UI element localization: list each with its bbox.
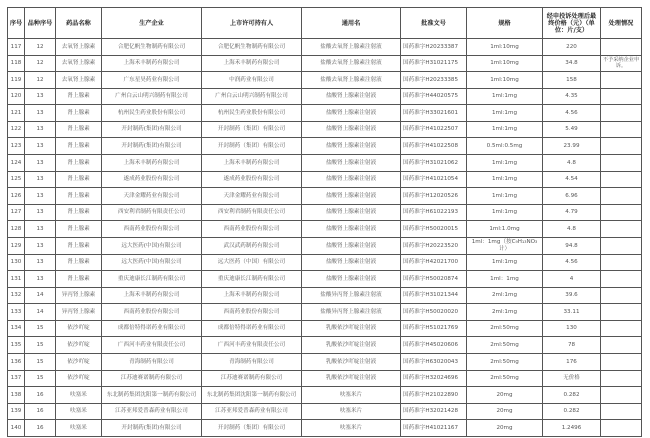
cell-final-price: 4.8: [543, 155, 601, 172]
cell-approval-no: 国药准字H41021054: [401, 171, 467, 188]
cell-handling-status: [601, 221, 642, 238]
table-row: [8, 121, 642, 138]
cell-approval-no: 国药准字H41021167: [401, 420, 467, 437]
cell-handling-status: [601, 188, 642, 205]
table-row: [8, 287, 642, 304]
cell-generic-name: 盐酸异丙肾上腺素注射液: [302, 287, 401, 304]
cell-drug-name: 去氧肾上腺素: [56, 55, 102, 72]
cell-final-price: 0.282: [543, 403, 601, 420]
cell-seq-no: 125: [8, 171, 25, 188]
cell-final-price: 4.35: [543, 88, 601, 105]
cell-generic-name: 盐酸肾上腺素注射液: [302, 138, 401, 155]
cell-variety-no: 12: [25, 55, 56, 72]
cell-drug-name: 肾上腺素: [56, 105, 102, 122]
cell-seq-no: 130: [8, 254, 25, 271]
cell-drug-name: 肾上腺素: [56, 188, 102, 205]
cell-handling-status: [601, 171, 642, 188]
table-row: [8, 39, 642, 56]
table-row: [8, 171, 642, 188]
cell-generic-name: 盐酸肾上腺素注射液: [302, 88, 401, 105]
cell-specification: 1ml:1mg: [467, 155, 543, 172]
cell-approval-no: 国药准字H63020043: [401, 353, 467, 370]
cell-generic-name: 呋塞米片: [302, 403, 401, 420]
cell-handling-status: [601, 254, 642, 271]
cell-seq-no: 133: [8, 304, 25, 321]
cell-specification: 1ml:10mg: [467, 72, 543, 89]
table-row: [8, 304, 642, 321]
cell-approval-no: 国药准字H32021428: [401, 403, 467, 420]
cell-final-price: 4.8: [543, 221, 601, 238]
cell-final-price: 4.54: [543, 171, 601, 188]
cell-license-holder: 杭州民生药业股份有限公司: [202, 105, 302, 122]
cell-license-holder: 开封制药（集团）有限公司: [202, 138, 302, 155]
cell-drug-name: 肾上腺素: [56, 237, 102, 254]
cell-variety-no: 13: [25, 221, 56, 238]
cell-license-holder: 广西河丰药业有限责任公司: [202, 337, 302, 354]
cell-drug-name: 呋塞米: [56, 420, 102, 437]
cell-handling-status: [601, 105, 642, 122]
cell-generic-name: 盐酸去氧肾上腺素注射液: [302, 55, 401, 72]
cell-handling-status: [601, 121, 642, 138]
header-seq-no: 序号: [8, 8, 25, 39]
header-manufacturer: 生产企业: [102, 8, 202, 39]
cell-final-price: 130: [543, 320, 601, 337]
cell-handling-status: [601, 337, 642, 354]
cell-specification: 0.5ml:0.5mg: [467, 138, 543, 155]
cell-specification: 1ml:1mg: [467, 105, 543, 122]
table-row: [8, 88, 642, 105]
cell-generic-name: 盐酸肾上腺素注射液: [302, 221, 401, 238]
cell-approval-no: 国药准字H20233387: [401, 39, 467, 56]
cell-approval-no: 国药准字H41022507: [401, 121, 467, 138]
cell-final-price: 无价格: [543, 370, 601, 387]
cell-seq-no: 135: [8, 337, 25, 354]
cell-generic-name: 盐酸肾上腺素注射液: [302, 105, 401, 122]
cell-license-holder: 西安利君制药有限责任公司: [202, 204, 302, 221]
cell-drug-name: 依沙吖啶: [56, 337, 102, 354]
cell-variety-no: 13: [25, 121, 56, 138]
cell-specification: 2ml:50mg: [467, 320, 543, 337]
cell-manufacturer: 合肥亿帆生物制药有限公司: [102, 39, 202, 56]
cell-license-holder: 遂成药业股份有限公司: [202, 171, 302, 188]
table-row: [8, 370, 642, 387]
header-handling-status: 处理情况: [601, 8, 642, 39]
cell-specification: 20mg: [467, 387, 543, 404]
table-row: [8, 271, 642, 288]
cell-drug-name: 异丙肾上腺素: [56, 304, 102, 321]
cell-final-price: 5.49: [543, 121, 601, 138]
cell-final-price: 23.99: [543, 138, 601, 155]
cell-final-price: 6.96: [543, 188, 601, 205]
cell-approval-no: 国药准字H45020606: [401, 337, 467, 354]
cell-license-holder: 天津金耀药业有限公司: [202, 188, 302, 205]
cell-license-holder: 上海禾丰制药有限公司: [202, 287, 302, 304]
cell-final-price: 4.56: [543, 254, 601, 271]
header-approval-no: 批准文号: [401, 8, 467, 39]
cell-generic-name: 盐酸肾上腺素注射液: [302, 237, 401, 254]
cell-drug-name: 依沙吖啶: [56, 320, 102, 337]
cell-handling-status: [601, 287, 642, 304]
table-row: [8, 420, 642, 437]
cell-generic-name: 乳酸依沙吖啶注射液: [302, 320, 401, 337]
cell-handling-status: [601, 155, 642, 172]
table-row: [8, 353, 642, 370]
cell-variety-no: 13: [25, 171, 56, 188]
cell-manufacturer: 西安利君制药有限责任公司: [102, 204, 202, 221]
cell-drug-name: 呋塞米: [56, 387, 102, 404]
cell-generic-name: 盐酸肾上腺素注射液: [302, 155, 401, 172]
table-row: [8, 387, 642, 404]
cell-license-holder: 远大医药（中国）有限公司: [202, 254, 302, 271]
cell-approval-no: 国药准字H12020526: [401, 188, 467, 205]
cell-specification: 1ml:1mg: [467, 121, 543, 138]
cell-seq-no: 136: [8, 353, 25, 370]
cell-generic-name: 盐酸去氧肾上腺素注射液: [302, 72, 401, 89]
cell-drug-name: 去氧肾上腺素: [56, 72, 102, 89]
cell-generic-name: 盐酸去氧肾上腺素注射液: [302, 39, 401, 56]
cell-manufacturer: 上海禾丰制药有限公司: [102, 155, 202, 172]
cell-seq-no: 134: [8, 320, 25, 337]
cell-variety-no: 13: [25, 138, 56, 155]
cell-handling-status: [601, 370, 642, 387]
cell-variety-no: 15: [25, 353, 56, 370]
cell-manufacturer: 重庆迪康长江制药有限公司: [102, 271, 202, 288]
cell-manufacturer: 成都倍特得诺药业有限公司: [102, 320, 202, 337]
cell-license-holder: 开封制药（集团）有限公司: [202, 420, 302, 437]
cell-seq-no: 122: [8, 121, 25, 138]
cell-manufacturer: 远大医药(中国)有限公司: [102, 237, 202, 254]
cell-handling-status: [601, 387, 642, 404]
cell-license-holder: 广州白云山明兴制药有限公司: [202, 88, 302, 105]
cell-final-price: 33.11: [543, 304, 601, 321]
header-specification: 规格: [467, 8, 543, 39]
table-row: [8, 254, 642, 271]
cell-generic-name: 盐酸异丙肾上腺素注射液: [302, 304, 401, 321]
cell-drug-name: 依沙吖啶: [56, 370, 102, 387]
cell-manufacturer: 上海禾丰制药有限公司: [102, 287, 202, 304]
cell-specification: 1ml:1mg: [467, 88, 543, 105]
cell-manufacturer: 广东星昊药业有限公司: [102, 72, 202, 89]
cell-final-price: 176: [543, 353, 601, 370]
cell-license-holder: 江苏迪赛诺制药有限公司: [202, 370, 302, 387]
cell-final-price: 39.6: [543, 287, 601, 304]
cell-specification: 2ml:1mg: [467, 304, 543, 321]
cell-variety-no: 14: [25, 304, 56, 321]
header-license-holder: 上市许可持有人: [202, 8, 302, 39]
cell-manufacturer: 天津金耀药业有限公司: [102, 188, 202, 205]
cell-license-holder: 中润药业有限公司: [202, 72, 302, 89]
cell-license-holder: 成都倍特得诺药业有限公司: [202, 320, 302, 337]
cell-manufacturer: 远大医药(中国)有限公司: [102, 254, 202, 271]
cell-approval-no: 国药准字H51021769: [401, 320, 467, 337]
cell-license-holder: 开封制药（集团）有限公司: [202, 121, 302, 138]
cell-final-price: 0.282: [543, 387, 601, 404]
cell-approval-no: 国药准字H20233385: [401, 72, 467, 89]
cell-variety-no: 15: [25, 337, 56, 354]
cell-drug-name: 依沙吖啶: [56, 353, 102, 370]
cell-variety-no: 13: [25, 105, 56, 122]
cell-specification: 1ml:10mg: [467, 55, 543, 72]
cell-approval-no: 国药准字H31021062: [401, 155, 467, 172]
cell-manufacturer: 江苏迪赛诺制药有限公司: [102, 370, 202, 387]
cell-license-holder: 上海禾丰制药有限公司: [202, 155, 302, 172]
cell-drug-name: 肾上腺素: [56, 271, 102, 288]
cell-handling-status: [601, 304, 642, 321]
cell-license-holder: 重庆迪康长江制药有限公司: [202, 271, 302, 288]
table-row: [8, 320, 642, 337]
cell-license-holder: 西南药业股份有限公司: [202, 221, 302, 238]
cell-specification: 1ml:10mg: [467, 39, 543, 56]
cell-variety-no: 15: [25, 370, 56, 387]
cell-variety-no: 13: [25, 155, 56, 172]
cell-seq-no: 119: [8, 72, 25, 89]
cell-drug-name: 异丙肾上腺素: [56, 287, 102, 304]
cell-variety-no: 16: [25, 403, 56, 420]
cell-specification: 20mg: [467, 420, 543, 437]
table-row: [8, 188, 642, 205]
cell-final-price: 4: [543, 271, 601, 288]
cell-license-holder: 武汉武药制药有限公司: [202, 237, 302, 254]
cell-drug-name: 肾上腺素: [56, 221, 102, 238]
cell-generic-name: 盐酸肾上腺素注射液: [302, 204, 401, 221]
cell-specification: 1ml:1.0mg: [467, 221, 543, 238]
cell-approval-no: 国药准字H44020575: [401, 88, 467, 105]
cell-drug-name: 肾上腺素: [56, 254, 102, 271]
cell-approval-no: 国药准字H20223520: [401, 237, 467, 254]
cell-generic-name: 呋塞米片: [302, 420, 401, 437]
cell-drug-name: 肾上腺素: [56, 121, 102, 138]
cell-manufacturer: 开封制药(集团)有限公司: [102, 121, 202, 138]
cell-seq-no: 118: [8, 55, 25, 72]
cell-final-price: 1.2496: [543, 420, 601, 437]
cell-seq-no: 138: [8, 387, 25, 404]
cell-variety-no: 16: [25, 387, 56, 404]
cell-seq-no: 129: [8, 237, 25, 254]
cell-license-holder: 东北制药集团沈阳第一制药有限公司: [202, 387, 302, 404]
cell-variety-no: 12: [25, 39, 56, 56]
cell-specification: 1ml：1mg（按C₉H₁₃NO₃计）: [467, 237, 543, 254]
cell-approval-no: 国药准字H42021700: [401, 254, 467, 271]
header-drug-name: 药品名称: [56, 8, 102, 39]
cell-manufacturer: 开封制药(集团)有限公司: [102, 138, 202, 155]
cell-handling-status: [601, 320, 642, 337]
cell-handling-status: [601, 420, 642, 437]
cell-handling-status: [601, 204, 642, 221]
cell-approval-no: 国药准字H61022193: [401, 204, 467, 221]
cell-variety-no: 13: [25, 88, 56, 105]
cell-seq-no: 121: [8, 105, 25, 122]
cell-seq-no: 132: [8, 287, 25, 304]
cell-drug-name: 肾上腺素: [56, 88, 102, 105]
cell-final-price: 158: [543, 72, 601, 89]
cell-approval-no: 国药准字H31021175: [401, 55, 467, 72]
cell-drug-name: 呋塞米: [56, 403, 102, 420]
cell-approval-no: 国药准字H21022890: [401, 387, 467, 404]
cell-final-price: 4.56: [543, 105, 601, 122]
table-row: [8, 204, 642, 221]
cell-drug-name: 肾上腺素: [56, 204, 102, 221]
cell-license-holder: 西南药业股份有限公司: [202, 304, 302, 321]
cell-handling-status: 不予采纳企业申诉。: [601, 55, 642, 72]
cell-approval-no: 国药准字H32024696: [401, 370, 467, 387]
cell-specification: 20mg: [467, 403, 543, 420]
price-complaint-table: [7, 7, 642, 437]
cell-seq-no: 117: [8, 39, 25, 56]
cell-handling-status: [601, 72, 642, 89]
cell-final-price: 94.8: [543, 237, 601, 254]
cell-variety-no: 13: [25, 237, 56, 254]
table-row: [8, 72, 642, 89]
cell-seq-no: 131: [8, 271, 25, 288]
cell-manufacturer: 东北制药集团沈阳第一制药有限公司: [102, 387, 202, 404]
cell-generic-name: 盐酸肾上腺素注射液: [302, 188, 401, 205]
cell-drug-name: 肾上腺素: [56, 138, 102, 155]
table-row: [8, 138, 642, 155]
cell-handling-status: [601, 403, 642, 420]
table-row: [8, 403, 642, 420]
cell-approval-no: 国药准字H41022508: [401, 138, 467, 155]
cell-seq-no: 139: [8, 403, 25, 420]
cell-variety-no: 14: [25, 287, 56, 304]
cell-approval-no: 国药准字H31021344: [401, 287, 467, 304]
cell-generic-name: 乳酸依沙吖啶注射液: [302, 353, 401, 370]
cell-manufacturer: 西南药业股份有限公司: [102, 221, 202, 238]
cell-specification: 2ml:50mg: [467, 370, 543, 387]
header-generic-name: 通用名: [302, 8, 401, 39]
cell-seq-no: 126: [8, 188, 25, 205]
cell-license-holder: 合肥亿帆生物制药有限公司: [202, 39, 302, 56]
table-row: [8, 155, 642, 172]
cell-generic-name: 乳酸依沙吖啶注射液: [302, 370, 401, 387]
cell-approval-no: 国药准字H50020874: [401, 271, 467, 288]
cell-seq-no: 127: [8, 204, 25, 221]
table-row: [8, 55, 642, 72]
cell-drug-name: 去氧肾上腺素: [56, 39, 102, 56]
cell-specification: 1ml：1mg: [467, 271, 543, 288]
cell-variety-no: 13: [25, 188, 56, 205]
cell-specification: 1ml:1mg: [467, 188, 543, 205]
cell-variety-no: 15: [25, 320, 56, 337]
cell-approval-no: 国药准字H50020020: [401, 304, 467, 321]
cell-manufacturer: 江苏亚邦爱普森药业有限公司: [102, 403, 202, 420]
cell-manufacturer: 广西河丰药业有限责任公司: [102, 337, 202, 354]
header-final-price: 经申投诉处理后最终价格（元）（单位：片/支）: [543, 8, 601, 39]
cell-license-holder: 青海制药有限公司: [202, 353, 302, 370]
cell-final-price: 220: [543, 39, 601, 56]
table-row: [8, 237, 642, 254]
cell-specification: 1ml:1mg: [467, 204, 543, 221]
cell-drug-name: 肾上腺素: [56, 171, 102, 188]
cell-seq-no: 137: [8, 370, 25, 387]
cell-variety-no: 16: [25, 420, 56, 437]
cell-approval-no: 国药准字H33021601: [401, 105, 467, 122]
cell-seq-no: 120: [8, 88, 25, 105]
cell-variety-no: 13: [25, 271, 56, 288]
cell-seq-no: 128: [8, 221, 25, 238]
cell-generic-name: 盐酸肾上腺素注射液: [302, 271, 401, 288]
header-row: [8, 8, 642, 39]
cell-variety-no: 13: [25, 204, 56, 221]
cell-drug-name: 肾上腺素: [56, 155, 102, 172]
cell-final-price: 4.79: [543, 204, 601, 221]
cell-generic-name: 盐酸肾上腺素注射液: [302, 171, 401, 188]
cell-specification: 1ml:1mg: [467, 254, 543, 271]
cell-handling-status: [601, 88, 642, 105]
cell-manufacturer: 青海制药有限公司: [102, 353, 202, 370]
header-variety-no: 品种序号: [25, 8, 56, 39]
cell-generic-name: 盐酸肾上腺素注射液: [302, 121, 401, 138]
cell-seq-no: 140: [8, 420, 25, 437]
cell-license-holder: 江苏亚邦爱普森药业有限公司: [202, 403, 302, 420]
table-row: [8, 105, 642, 122]
cell-specification: 2ml:50mg: [467, 353, 543, 370]
cell-manufacturer: 广州白云山明兴制药有限公司: [102, 88, 202, 105]
cell-manufacturer: 遂成药业股份有限公司: [102, 171, 202, 188]
cell-manufacturer: 杭州民生药业股份有限公司: [102, 105, 202, 122]
cell-final-price: 34.8: [543, 55, 601, 72]
cell-manufacturer: 西南药业股份有限公司: [102, 304, 202, 321]
cell-handling-status: [601, 138, 642, 155]
cell-generic-name: 盐酸肾上腺素注射液: [302, 254, 401, 271]
cell-approval-no: 国药准字H50020015: [401, 221, 467, 238]
cell-variety-no: 13: [25, 254, 56, 271]
cell-license-holder: 上海禾丰制药有限公司: [202, 55, 302, 72]
cell-handling-status: [601, 271, 642, 288]
cell-handling-status: [601, 237, 642, 254]
cell-seq-no: 123: [8, 138, 25, 155]
cell-handling-status: [601, 353, 642, 370]
cell-variety-no: 12: [25, 72, 56, 89]
cell-manufacturer: 上海禾丰制药有限公司: [102, 55, 202, 72]
cell-specification: 1ml:1mg: [467, 171, 543, 188]
cell-generic-name: 呋塞米片: [302, 387, 401, 404]
cell-handling-status: [601, 39, 642, 56]
table-row: [8, 221, 642, 238]
cell-specification: 2ml:1mg: [467, 287, 543, 304]
table-row: [8, 337, 642, 354]
cell-manufacturer: 开封制药(集团)有限公司: [102, 420, 202, 437]
cell-specification: 2ml:50mg: [467, 337, 543, 354]
cell-seq-no: 124: [8, 155, 25, 172]
cell-final-price: 78: [543, 337, 601, 354]
cell-generic-name: 乳酸依沙吖啶注射液: [302, 337, 401, 354]
